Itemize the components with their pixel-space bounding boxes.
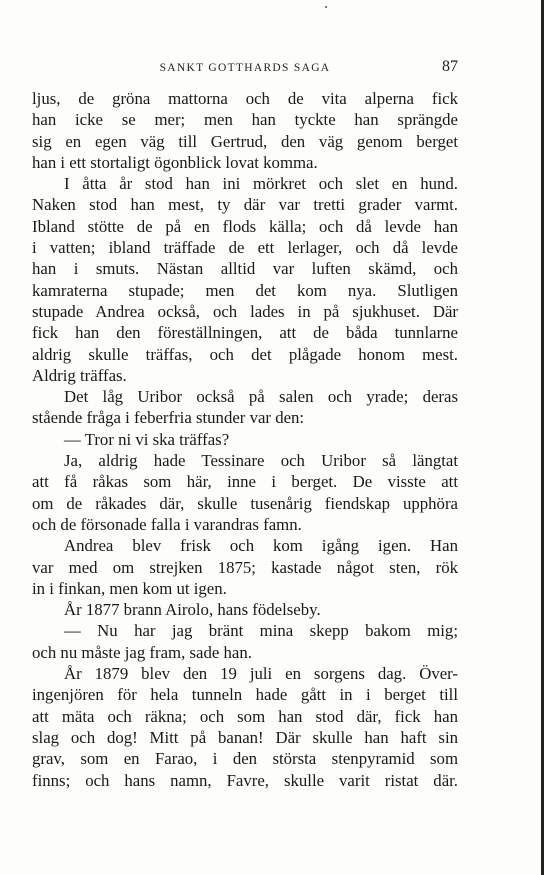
print-speck [325,6,327,8]
text-line: År 1879 blev den 19 juli en sorgens dag. Över- [64,664,458,684]
text-line: Ibland stötte de på en flods källa; och då levde han [32,216,458,236]
text-line: — Tror ni vi ska träffas? [64,429,230,449]
text-line: och nu måste jag fram, sade han. [32,642,252,662]
text-line: att mäta och räkna; och som han stod där, fick han [32,706,458,726]
text-line: han i ett stortaligt ögonblick lovat komma. [32,152,318,172]
text-line: stupade Andrea också, och lades in på sjukhuset. Där [32,301,458,321]
text-line: Naken stod han mest, ty där var tretti grader varmt. [32,195,458,215]
page-header [32,58,458,80]
text-line: om de råkades där, skulle tusenårig fiendskap upphöra [32,493,458,513]
text-line: grav, som en Farao, i den största stenpyramid som [32,749,458,769]
page-number: 87 [442,58,458,75]
running-title: SANKT GOTTHARDS SAGA [159,62,331,74]
text-line: Aldrig träffas. [32,365,127,385]
text-line: finns; och hans namn, Favre, skulle varit ristat där. [32,770,458,790]
text-line: var med om strejken 1875; kastade något sten, rök [32,557,458,577]
text-line: fick han den föreställningen, att de båda tunnlarne [32,323,458,343]
text-line: I åtta år stod han ini mörkret och slet en hund. [64,174,458,194]
text-line: ingenjören för hela tunneln hade gått in i berget till [32,685,458,705]
text-line: aldrig skulle träffas, och det plågade honom mest. [32,344,458,364]
text-line: att få råkas som här, inne i berget. De visste att [32,472,458,492]
text-line: — Nu har jag bränt mina skepp bakom mig; [64,621,458,641]
text-line: År 1877 brann Airolo, hans födelseby. [64,600,321,620]
text-line: Det låg Uribor också på salen och yrade; deras [64,387,458,407]
text-line: sig en egen väg till Gertrud, den väg genom berget [32,131,458,151]
text-line: och de försonade falla i varandras famn. [32,514,302,534]
text-line: i vatten; ibland träffade de ett lerlager, och då levde [32,238,458,258]
text-line: ljus, de gröna mattorna och de vita alperna fick [32,89,458,108]
text-line: Ja, aldrig hade Tessinare och Uribor så längtat [64,451,458,471]
text-line: in i finkan, men kom ut igen. [32,578,227,598]
text-line: Andrea blev frisk och kom igång igen. Han [64,536,458,556]
body-text [32,88,458,791]
text-line: han icke se mer; men han tyckte han sprängde [32,110,458,130]
text-line: han i smuts. Nästan alltid var luften skämd, och [32,259,458,279]
text-line: stående fråga i feberfria stunder var den: [32,408,305,428]
text-line: slag och dog! Mitt på banan! Där skulle han haft sin [32,727,458,747]
text-line: kamraterna stupade; men det kom nya. Slutligen [32,280,458,300]
